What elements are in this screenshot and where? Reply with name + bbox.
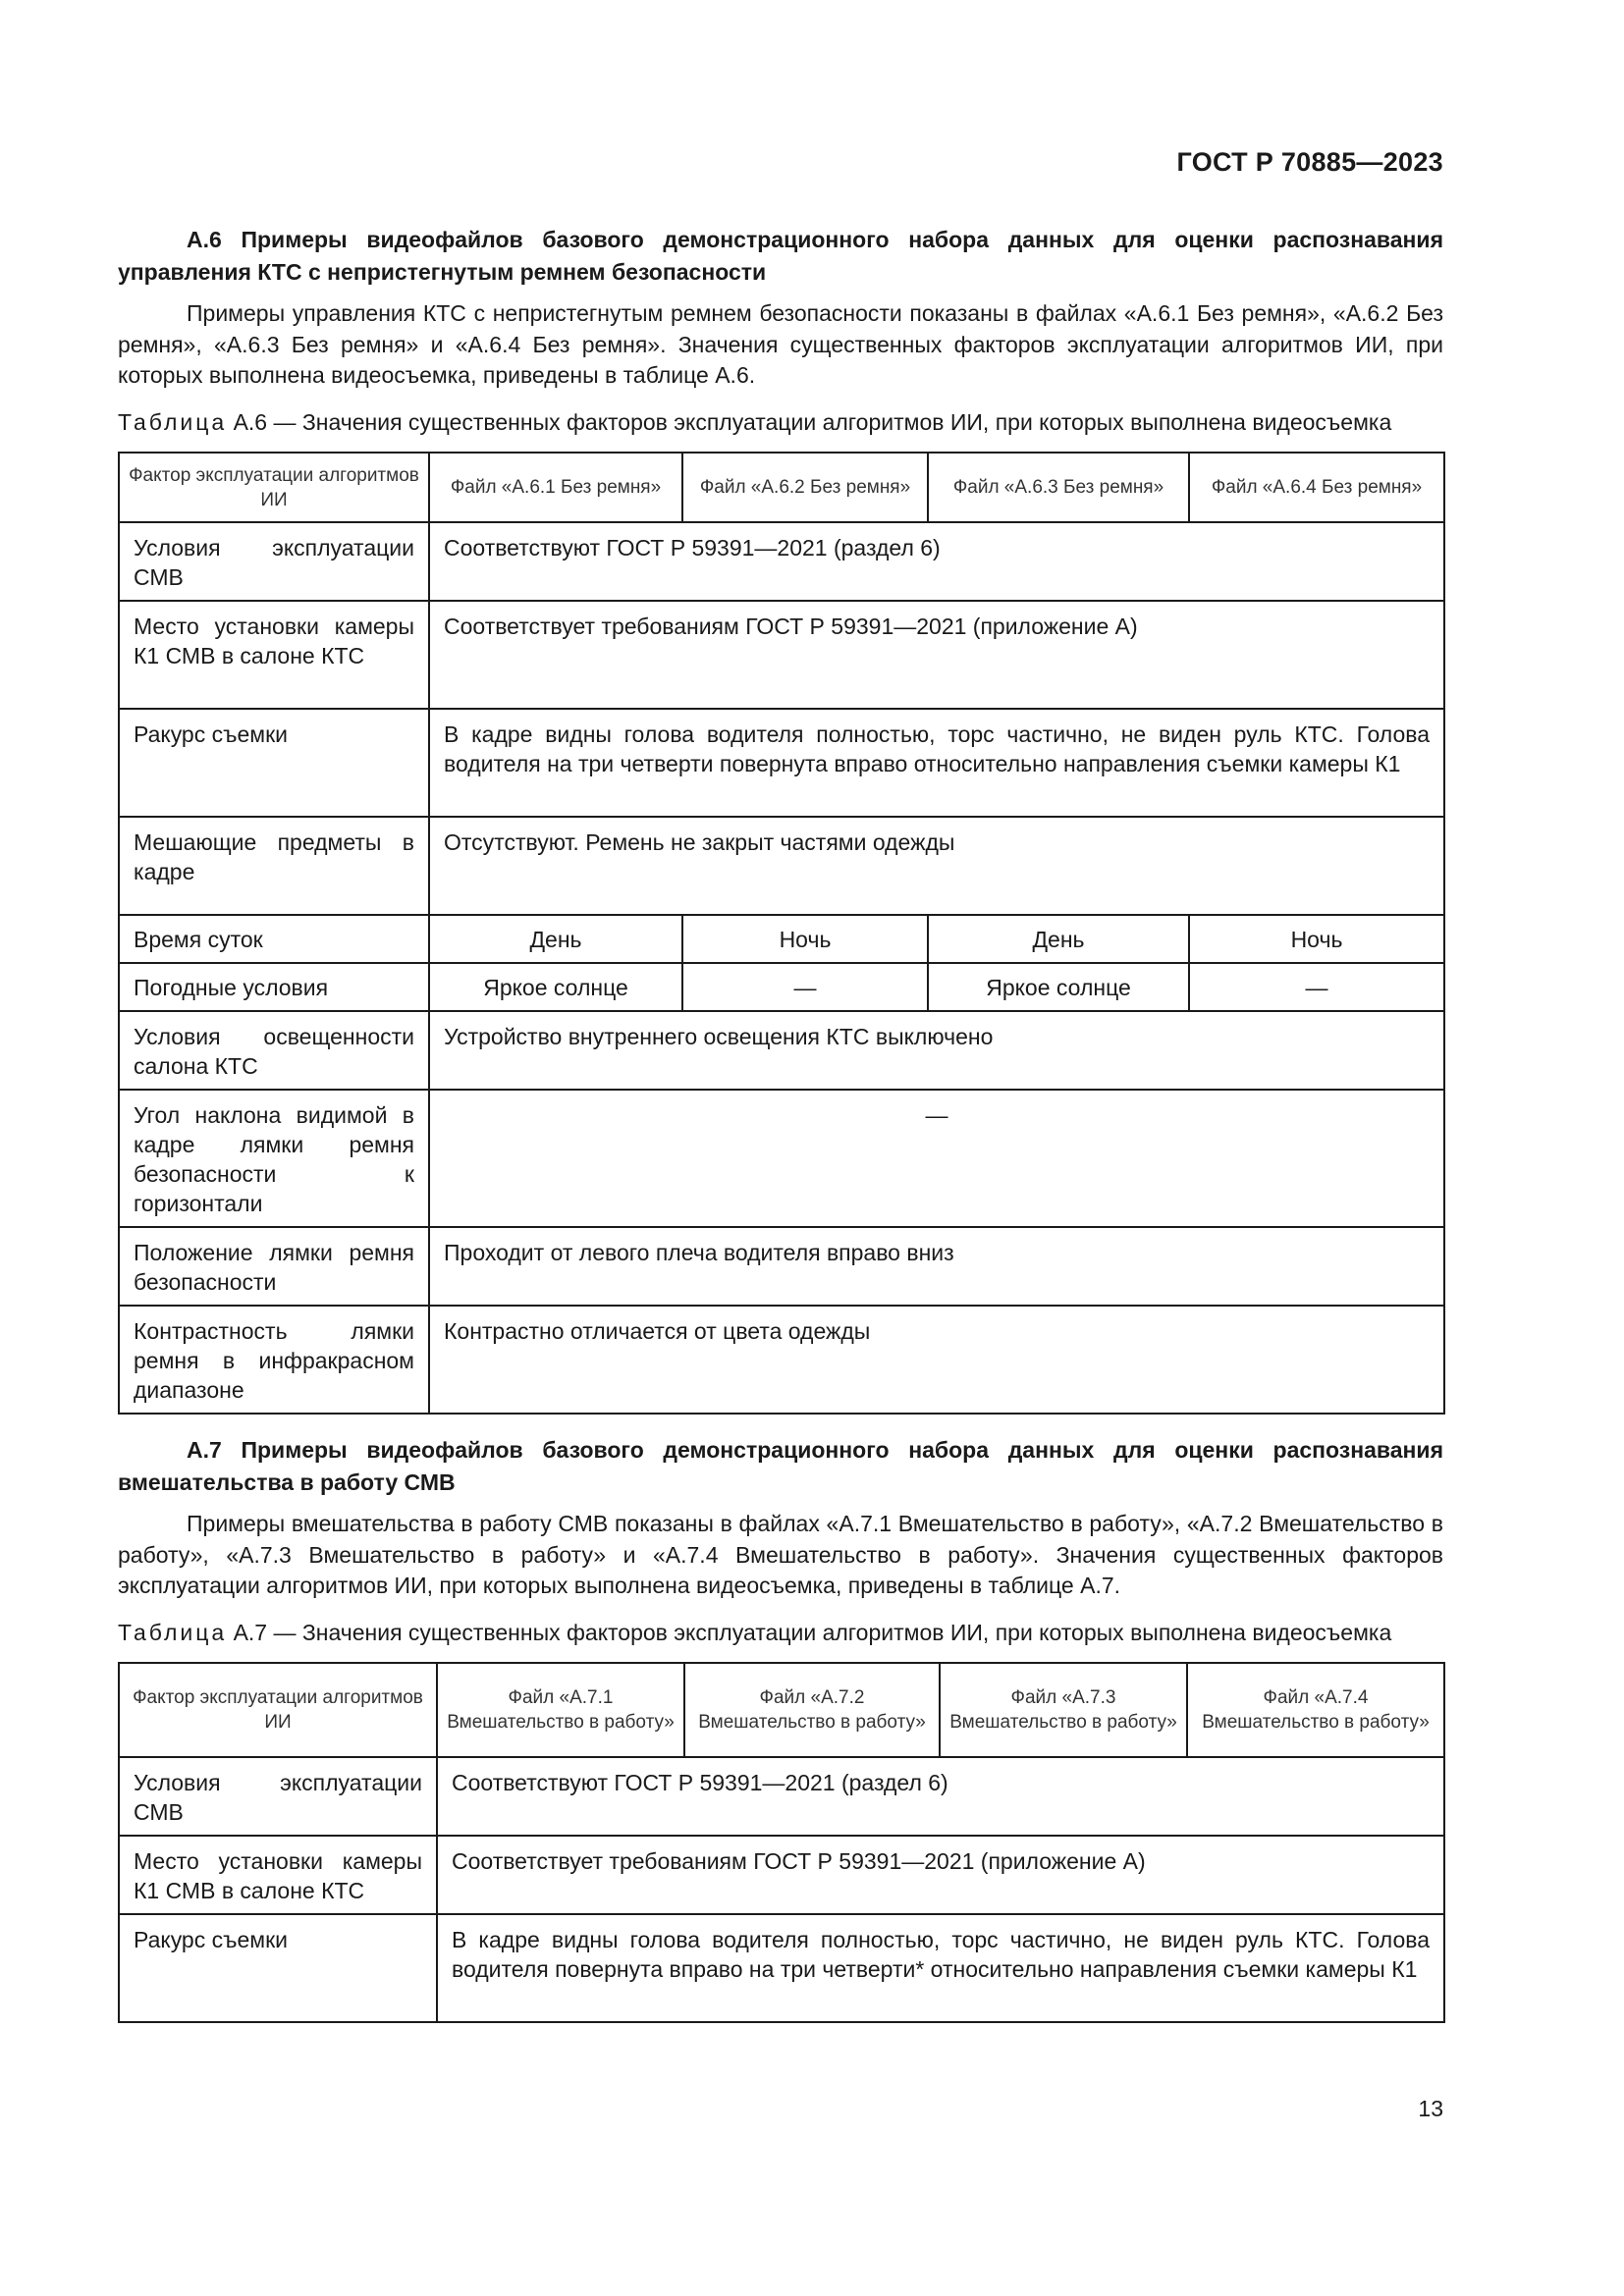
value-cell: Ночь: [1189, 915, 1444, 963]
section-a7-heading: А.7 Примеры видеофайлов базового демонстрационного набора данных для оценки распознавания вмешательства в работу СМВ: [118, 1437, 1443, 1495]
table-a6-caption-label: Таблица: [118, 408, 228, 435]
table-row: [119, 1836, 1444, 1914]
value-cell: —: [682, 963, 928, 1011]
header-cell: Файл «А.6.4 Без ремня»: [1189, 453, 1444, 522]
table-a6-caption: [118, 407, 1443, 439]
value-cell: Соответствует требованиям ГОСТ Р 59391—2021 (приложение А): [429, 601, 1444, 709]
value-cell: Яркое солнце: [928, 963, 1189, 1011]
section-a6-heading: А.6 Примеры видеофайлов базового демонстрационного набора данных для оценки распознавания управления КТС с непристегнутым ремнем безопасности: [118, 227, 1443, 285]
value-cell: День: [429, 915, 682, 963]
table-row: [119, 709, 1444, 817]
header-cell: Файл «А.6.2 Без ремня»: [682, 453, 928, 522]
page-content: [118, 224, 1443, 2023]
value-cell: —: [429, 1090, 1444, 1227]
factor-cell: Условия эксплуатации СМВ: [119, 1757, 437, 1836]
table-row: [119, 817, 1444, 915]
value-cell: В кадре видны голова водителя полностью, торс частично, не виден руль КТС. Голова водителя повернута вправо на три четверти* относительно направления съемки камеры К1: [437, 1914, 1444, 2022]
value-cell: В кадре видны голова водителя полностью, торс частично, не виден руль КТС. Голова водителя на три четверти повернута вправо относительно направления съемки камеры К1: [429, 709, 1444, 817]
document-header: ГОСТ Р 70885—2023: [1176, 147, 1443, 177]
value-cell: —: [1189, 963, 1444, 1011]
value-cell: Устройство внутреннего освещения КТС выключено: [429, 1011, 1444, 1090]
table-row: [119, 915, 1444, 963]
table-row: [119, 522, 1444, 601]
table-a6-caption-text: А.6 — Значения существенных факторов эксплуатации алгоритмов ИИ, при которых выполнена видеосъемка: [233, 408, 1392, 435]
value-cell: Проходит от левого плеча водителя вправо вниз: [429, 1227, 1444, 1306]
header-cell: Файл «А.6.1 Без ремня»: [429, 453, 682, 522]
value-cell: Соответствуют ГОСТ Р 59391—2021 (раздел 6): [437, 1757, 1444, 1836]
page-number: 13: [1418, 2096, 1443, 2121]
header-cell: Фактор эксплуатации алгоритмов ИИ: [119, 453, 429, 522]
table-a7-caption: [118, 1618, 1443, 1649]
value-cell: Соответствует требованиям ГОСТ Р 59391—2021 (приложение А): [437, 1836, 1444, 1914]
factor-cell: Контрастность лямки ремня в инфракрасном диапазоне: [119, 1306, 429, 1414]
value-cell: Ночь: [682, 915, 928, 963]
factor-cell: Условия освещенности салона КТС: [119, 1011, 429, 1090]
table-a7-caption-label: Таблица: [118, 1619, 228, 1645]
factor-cell: Место установки камеры К1 СМВ в салоне КТС: [119, 1836, 437, 1914]
table-row: [119, 1090, 1444, 1227]
factor-cell: Время суток: [119, 915, 429, 963]
factor-cell: Положение лямки ремня безопасности: [119, 1227, 429, 1306]
table-header-row: [119, 453, 1444, 522]
section-a7-paragraph: Примеры вмешательства в работу СМВ показаны в файлах «А.7.1 Вмешательство в работу», «А.7.2 Вмешательство в работу», «А.7.3 Вмешательство в работу» и «А.7.4 Вмешательство в работу». Значения существенных факторов эксплуатации алгоритмов ИИ, при которых выполнена видеосъемка, приведены в таблице А.7.: [118, 1511, 1443, 1598]
factor-cell: Погодные условия: [119, 963, 429, 1011]
value-cell: Отсутствуют. Ремень не закрыт частями одежды: [429, 817, 1444, 915]
table-a7-caption-text: А.7 — Значения существенных факторов эксплуатации алгоритмов ИИ, при которых выполнена видеосъемка: [233, 1619, 1392, 1645]
header-cell: Файл «А.7.2 Вмешательство в работу»: [684, 1663, 940, 1757]
header-cell: Файл «А.7.1 Вмешательство в работу»: [437, 1663, 684, 1757]
value-cell: Соответствуют ГОСТ Р 59391—2021 (раздел 6): [429, 522, 1444, 601]
factor-cell: Угол наклона видимой в кадре лямки ремня безопасности к горизонтали: [119, 1090, 429, 1227]
table-row: [119, 601, 1444, 709]
section-a6-paragraph: Примеры управления КТС с непристегнутым ремнем безопасности показаны в файлах «А.6.1 Без ремня», «А.6.2 Без ремня», «А.6.3 Без ремня» и «А.6.4 Без ремня». Значения существенных факторов эксплуатации алгоритмов ИИ, при которых выполнена видеосъемка, приведены в таблице А.6.: [118, 300, 1443, 388]
value-cell: Яркое солнце: [429, 963, 682, 1011]
table-a7: [118, 1662, 1445, 2023]
table-row: [119, 1227, 1444, 1306]
value-cell: Контрастно отличается от цвета одежды: [429, 1306, 1444, 1414]
factor-cell: Ракурс съемки: [119, 1914, 437, 2022]
value-cell: День: [928, 915, 1189, 963]
header-cell: Файл «А.7.3 Вмешательство в работу»: [940, 1663, 1187, 1757]
table-row: [119, 1914, 1444, 2022]
table-header-row: [119, 1663, 1444, 1757]
table-row: [119, 1757, 1444, 1836]
header-cell: Фактор эксплуатации алгоритмов ИИ: [119, 1663, 437, 1757]
factor-cell: Ракурс съемки: [119, 709, 429, 817]
table-a6: [118, 452, 1445, 1415]
header-cell: Файл «А.6.3 Без ремня»: [928, 453, 1189, 522]
table-row: [119, 963, 1444, 1011]
factor-cell: Мешающие предметы в кадре: [119, 817, 429, 915]
factor-cell: Место установки камеры К1 СМВ в салоне КТС: [119, 601, 429, 709]
factor-cell: Условия эксплуатации СМВ: [119, 522, 429, 601]
header-cell: Файл «А.7.4 Вмешательство в работу»: [1187, 1663, 1444, 1757]
table-row: [119, 1011, 1444, 1090]
table-row: [119, 1306, 1444, 1414]
